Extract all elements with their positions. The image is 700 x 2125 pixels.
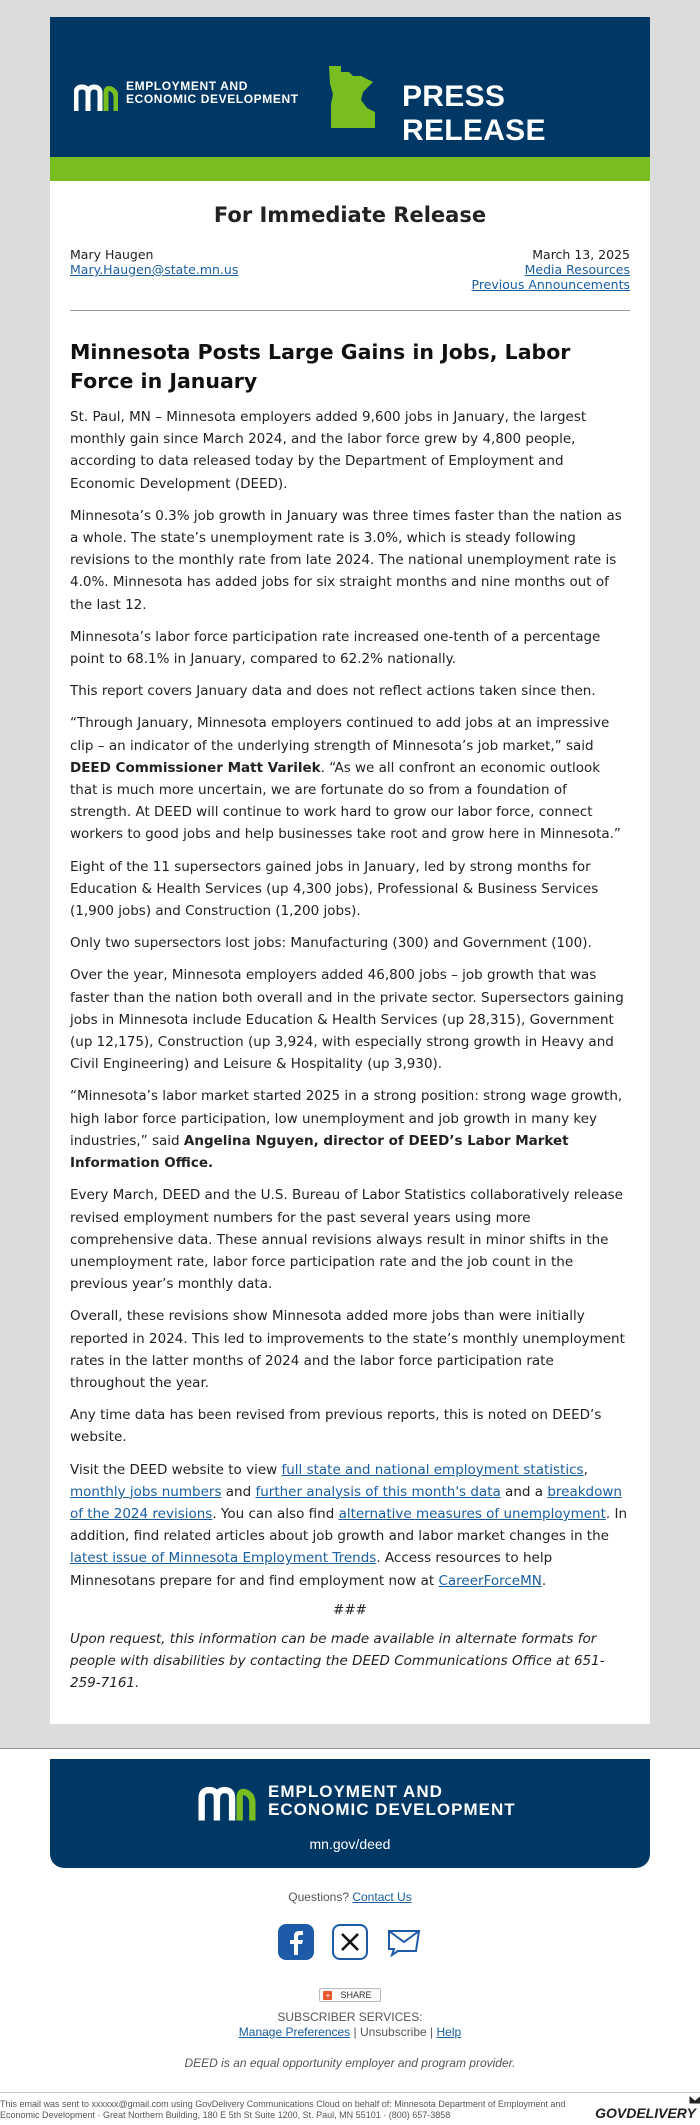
paragraph: Every March, DEED and the U.S. Bureau of Labor Statistics collaboratively release revised employment numbers for the past several years using more comprehensive data. These annual revisions always result in minor shifts in the unemployment rate, labor force participation rate and the job count in the previous year’s monthly data.: [70, 1187, 623, 1293]
x-icon[interactable]: [332, 1924, 368, 1960]
end-marker: ###: [333, 1601, 367, 1618]
green-accent-bar: [50, 157, 650, 181]
subscriber-links: [0, 2025, 700, 2040]
paragraph: Over the year, Minnesota employers added 46,800 jobs – job growth that was faster than the nation both overall and in the private sector. Supersectors gaining jobs in Minnesota include Education & Health Services (up 28,315), Government (up 12,175), Construction (up 3,924, with especially strong growth in Heavy and Civil Engineering) and Leisure & Hospitality (up 3,930).: [70, 967, 624, 1073]
footer-url[interactable]: mn.gov/deed: [309, 1836, 391, 1853]
quote-paragraph: [70, 1085, 630, 1174]
links-paragraph: [70, 1459, 630, 1592]
contact-right: [472, 247, 630, 292]
manage-preferences-link[interactable]: Manage Preferences: [238, 2024, 351, 2039]
delivery-footer: [0, 2092, 700, 2125]
sent-notice: This email was sent to xxxxxx@gmail.com using GovDelivery Communications Cloud on behalf of: Minnesota Department of Employment and Economic Development · Great Northern Building, 180 E 5th St Suite 1200, St. Paul, MN 55101 · (800) 657-3858: [0, 2098, 566, 2120]
footer-logo-text: [268, 1783, 516, 1819]
article-title: Minnesota Posts Large Gains in Jobs, Labor Force in January: [70, 340, 571, 393]
immediate-release-heading: For Immediate Release: [213, 203, 487, 227]
careerforce-link[interactable]: CareerForceMN: [438, 1572, 542, 1589]
text: . Access resources to help Minnesotans prepare for and find employment now at: [70, 1550, 553, 1589]
share-button[interactable]: [319, 1988, 380, 2002]
subscriber-services: [0, 2010, 700, 2040]
text: . In addition, find related articles about job growth and labor market changes in the: [70, 1505, 628, 1545]
text: Visit the DEED website to view: [70, 1461, 282, 1478]
text: and: [221, 1483, 256, 1500]
questions-label: Questions?: [288, 1890, 349, 1905]
footer-separator: [0, 1748, 700, 1749]
govdelivery-text: GOVDELIVERY: [595, 2104, 696, 2121]
contact-name: Mary Haugen: [70, 247, 154, 262]
header-banner: [50, 17, 650, 157]
press-release-title: PRESS RELEASE: [402, 80, 546, 147]
deed-logo-text: [126, 80, 299, 106]
text: . You can also find: [212, 1505, 339, 1522]
logo-line-1: EMPLOYMENT AND: [126, 79, 248, 93]
govdelivery-logo: [595, 2105, 700, 2121]
help-link[interactable]: Help: [436, 2024, 462, 2039]
link-separator: |: [430, 2024, 434, 2039]
paragraph: This report covers January data and does not reflect actions taken since then.: [70, 683, 596, 700]
employment-trends-link[interactable]: latest issue of Minnesota Employment Trends: [70, 1550, 377, 1567]
share-plus-icon: +: [323, 1991, 332, 2000]
analysis-link[interactable]: further analysis of this month's data: [255, 1483, 501, 1500]
email-icon[interactable]: [386, 1924, 422, 1960]
statistics-link[interactable]: full state and national employment statistics: [281, 1461, 584, 1478]
logo-line-2: ECONOMIC DEVELOPMENT: [126, 92, 299, 106]
contact-left: [70, 247, 238, 292]
footer-banner: [50, 1759, 650, 1868]
envelope-icon: [688, 2093, 700, 2105]
social-icons: [0, 1924, 700, 1960]
accessibility-note: Upon request, this information can be made available in alternate formats for people with disabilities by contacting the DEED Communications Office at 651-259-7161.: [70, 1630, 605, 1692]
share-row: [0, 1960, 700, 2003]
questions-line: [0, 1890, 700, 1904]
text: and a: [500, 1483, 548, 1500]
press-release-card: [50, 17, 650, 1724]
contact-email-link[interactable]: Mary.Haugen@state.mn.us: [70, 262, 239, 277]
quote-text: “Through January, Minnesota employers continued to add jobs at an impressive clip – an indicator of the underlying strength of Minnesota’s job market,” said: [70, 715, 610, 754]
equal-opportunity-note: DEED is an equal opportunity employer and program provider.: [184, 2055, 516, 2070]
release-date: March 13, 2025: [532, 247, 630, 262]
paragraph: Minnesota’s 0.3% job growth in January was three times faster than the nation as a whole. The state’s unemployment rate is 3.0%, which is steady following revisions to the monthly rate from late 2024. The national unemployment rate is 4.0%. Minnesota has added jobs for six straight months and nine months out of the last 12.: [70, 507, 622, 613]
contact-block: [70, 247, 630, 292]
previous-announcements-link[interactable]: Previous Announcements: [471, 277, 630, 292]
release-content: [50, 181, 650, 1724]
facebook-icon[interactable]: [278, 1924, 314, 1960]
divider: [70, 310, 630, 311]
footer-logo-line-2: ECONOMIC DEVELOPMENT: [268, 1800, 516, 1820]
paragraph: Overall, these revisions show Minnesota added more jobs than were initially reported in 2024. This led to improvements to the state’s monthly unemployment rates in the latter months of 2024 and the labor force participation rate throughout the year.: [70, 1308, 625, 1391]
mn-logo-icon: [74, 83, 118, 113]
paragraph: Any time data has been revised from previous reports, this is noted on DEED’s website.: [70, 1407, 602, 1446]
text: ,: [583, 1461, 588, 1478]
quote-text: “Minnesota’s labor market started 2025 in a strong position: strong wage growth, high labor force participation, low unemployment and job growth in many key industries,” said: [70, 1088, 623, 1149]
media-resources-link[interactable]: Media Resources: [524, 262, 630, 277]
subscriber-heading: SUBSCRIBER SERVICES:: [277, 2009, 423, 2024]
quote-paragraph: [70, 712, 630, 845]
minnesota-state-icon: [327, 64, 379, 130]
unsubscribe-link[interactable]: Unsubscribe: [360, 2024, 427, 2039]
contact-us-link[interactable]: Contact Us: [352, 1890, 412, 1905]
footer-links: [0, 1890, 700, 2070]
share-label: SHARE: [340, 1990, 372, 2001]
monthly-jobs-link[interactable]: monthly jobs numbers: [70, 1483, 222, 1500]
revisions-link[interactable]: breakdown of the 2024 revisions: [70, 1483, 622, 1522]
speaker-name: Angelina Nguyen, director of DEED’s Labor Market Information Office.: [70, 1132, 569, 1172]
alternative-measures-link[interactable]: alternative measures of unemployment: [338, 1505, 606, 1522]
paragraph: Minnesota’s labor force participation rate increased one-tenth of a percentage point to 68.1% in January, compared to 62.2% nationally.: [70, 628, 601, 668]
spacer: [70, 1704, 630, 1724]
paragraph: Eight of the 11 supersectors gained jobs in January, led by strong months for Education & Health Services (up 4,300 jobs), Professional & Business Services (1,900 jobs) and Construction (1,200 jobs).: [70, 858, 599, 920]
mn-logo-icon: [196, 1785, 258, 1823]
speaker-name: DEED Commissioner Matt Varilek: [70, 759, 321, 776]
quote-text: . “As we all confront an economic outlook that is much more uncertain, we are fortunate do so from a foundation of strength. At DEED will continue to work hard to grow our labor force, connect workers to good jobs and help businesses take root and grow here in Minnesota.”: [70, 759, 621, 843]
paragraph: St. Paul, MN – Minnesota employers added 9,600 jobs in January, the largest monthly gain since March 2024, and the labor force grew by 4,800 people, according to data released today by the Department of Employment and Economic Development (DEED).: [70, 409, 587, 492]
paragraph: Only two supersectors lost jobs: Manufacturing (300) and Government (100).: [70, 935, 592, 952]
footer-logo-line-1: EMPLOYMENT AND: [268, 1782, 443, 1802]
text: .: [541, 1572, 547, 1589]
link-separator: |: [353, 2024, 357, 2039]
